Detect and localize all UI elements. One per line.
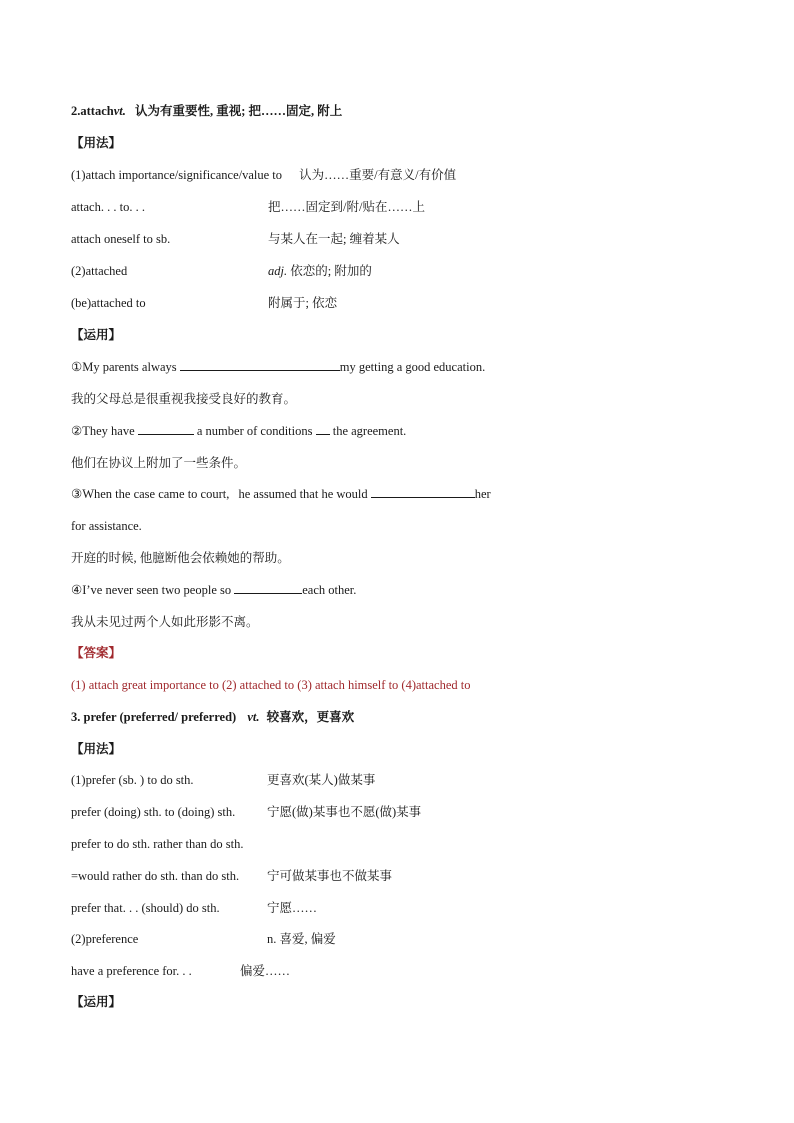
answer-blank[interactable] <box>138 423 194 435</box>
answer-blank[interactable] <box>316 423 330 435</box>
usage-phrase: (be)attached to <box>71 296 146 310</box>
usage-row <box>71 836 771 852</box>
answer-blank[interactable] <box>371 486 475 498</box>
exercise-text: ①My parents always <box>71 360 177 374</box>
heading-word: 3. prefer (preferred/ preferred) <box>71 710 237 724</box>
exercise-text: ④I’ve never seen two people so <box>71 583 232 597</box>
answer-label: 【答案】 <box>71 646 122 660</box>
usage-meaning: n. 喜爱, 偏爱 <box>267 932 336 946</box>
usage-meaning: 更喜欢(某人)做某事 <box>267 773 376 787</box>
usage-phrase: =would rather do sth. than do sth. <box>71 869 240 883</box>
usage-meaning: 附属于; 依恋 <box>268 296 338 310</box>
usage-row <box>71 295 771 311</box>
usage-phrase: attach oneself to sb. <box>71 232 171 246</box>
heading-pos: vt. <box>247 710 260 724</box>
usage-phrase: (1)attach importance/significance/value to <box>71 168 283 182</box>
heading-meaning: 较喜欢，更喜欢 <box>266 710 355 724</box>
exercise-text: the agreement. <box>332 424 407 438</box>
usage-row <box>71 772 771 788</box>
exercise-text: a number of conditions <box>196 424 313 438</box>
answer-blank[interactable] <box>180 359 340 371</box>
usage-phrase: have a preference for. . . <box>71 964 192 978</box>
usage-phrase: prefer to do sth. rather than do sth. <box>71 837 244 851</box>
section-heading-prefer <box>71 709 354 725</box>
exercise-1 <box>71 359 485 375</box>
exercise-text: ②They have <box>71 424 135 438</box>
exercise-text: he assumed that he would <box>238 487 368 501</box>
exercise-3-translation: 开庭的时候, 他臆断他会依赖她的帮助。 <box>71 551 290 565</box>
usage-meaning: 宁愿…… <box>267 901 318 915</box>
exercise-text: ③When the case came to court, <box>71 487 230 501</box>
practice-label: 【运用】 <box>71 995 122 1009</box>
exercise-4 <box>71 582 356 598</box>
usage-phrase: (2)preference <box>71 932 139 946</box>
usage-label: 【用法】 <box>71 742 122 756</box>
usage-phrase: attach. . . to. . . <box>71 200 145 214</box>
usage-row <box>71 931 771 947</box>
usage-row <box>71 900 771 916</box>
usage-meaning: 依恋的; 附加的 <box>290 264 372 278</box>
exercise-2-translation: 他们在协议上附加了一些条件。 <box>71 456 247 470</box>
exercise-text: each other. <box>302 583 357 597</box>
meaning-pos: adj. <box>268 264 288 278</box>
usage-row <box>71 231 771 247</box>
usage-phrase: prefer that. . . (should) do sth. <box>71 901 220 915</box>
answer-blank[interactable] <box>234 582 302 594</box>
usage-meaning: 与某人在一起; 缠着某人 <box>268 232 400 246</box>
usage-meaning: 偏爱…… <box>240 964 291 978</box>
usage-phrase: prefer (doing) sth. to (doing) sth. <box>71 805 236 819</box>
usage-meaning: 认为……重要/有意义/有价值 <box>299 168 457 182</box>
exercise-text: her <box>474 487 491 501</box>
exercise-3 <box>71 486 491 502</box>
usage-phrase: (1)prefer (sb. ) to do sth. <box>71 773 194 787</box>
usage-phrase: (2)attached <box>71 264 128 278</box>
answer-text: (1) attach great importance to (2) attached to (3) attach himself to (4)attached to <box>71 678 471 692</box>
usage-label: 【用法】 <box>71 136 122 150</box>
usage-row <box>71 263 771 279</box>
usage-meaning: 把……固定到/附/贴在……上 <box>268 200 425 214</box>
practice-label: 【运用】 <box>71 328 122 342</box>
exercise-text: my getting a good education. <box>339 360 486 374</box>
usage-meaning: 宁可做某事也不做某事 <box>267 869 393 883</box>
heading-pos: vt. <box>113 104 126 118</box>
usage-row <box>71 963 771 979</box>
usage-row <box>71 199 771 215</box>
exercise-1-translation: 我的父母总是很重视我接受良好的教育。 <box>71 392 297 406</box>
usage-row <box>71 804 771 820</box>
heading-meaning: 认为有重要性, 重视; 把……固定, 附上 <box>134 104 343 118</box>
usage-meaning: 宁愿(做)某事也不愿(做)某事 <box>267 805 422 819</box>
exercise-2 <box>71 423 406 439</box>
section-heading-attach <box>71 103 342 119</box>
heading-word: 2.attach <box>71 104 114 118</box>
usage-meaning-wrap <box>268 263 372 279</box>
exercise-3-continued: for assistance. <box>71 519 142 533</box>
exercise-4-translation: 我从未见过两个人如此形影不离。 <box>71 615 259 629</box>
usage-row <box>71 167 456 183</box>
usage-row <box>71 868 771 884</box>
